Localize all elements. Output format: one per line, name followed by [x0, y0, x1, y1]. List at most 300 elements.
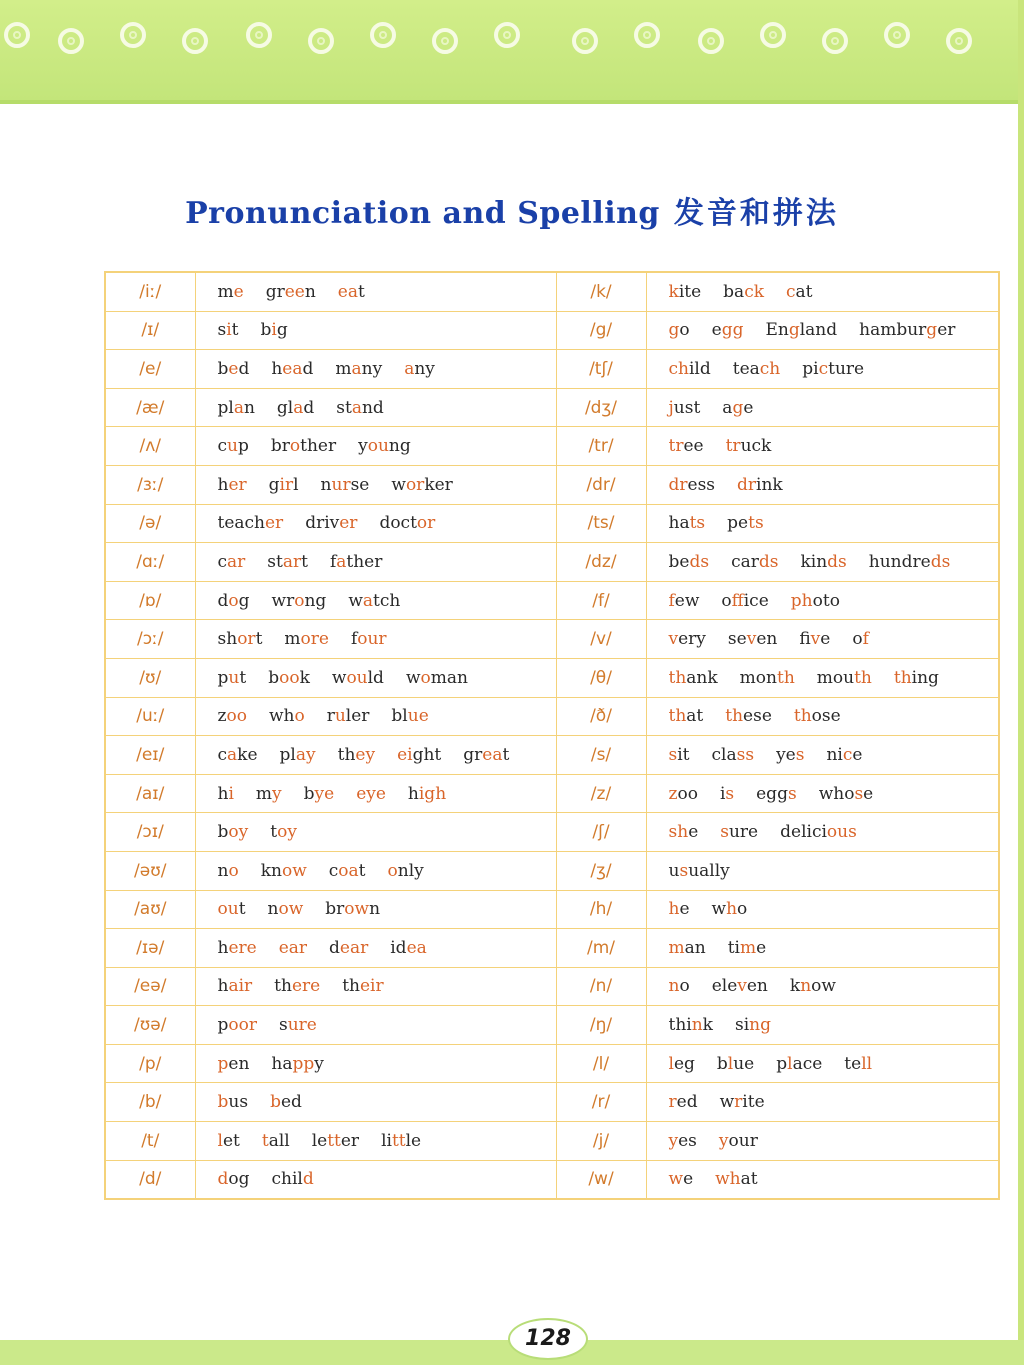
word-highlight: z: [668, 783, 678, 804]
word-part: car: [731, 551, 759, 572]
table-row: [105, 272, 999, 311]
word-part: b: [716, 1053, 728, 1074]
phoneme-symbol: /uː/: [105, 697, 195, 736]
example-word: [272, 1169, 314, 1189]
phoneme-symbol: /aʊ/: [105, 890, 195, 929]
ring-ornament: [760, 22, 786, 48]
word-part: sh: [217, 629, 238, 650]
word-highlight: s: [725, 783, 735, 804]
word-highlight: m: [740, 937, 757, 958]
example-words: [646, 427, 999, 466]
word-part: se: [350, 474, 370, 495]
word-part: ng: [388, 436, 411, 457]
example-word: [720, 784, 734, 804]
word-part: oo: [677, 783, 698, 804]
word-part: er: [340, 1130, 360, 1151]
word-highlight: ph: [790, 590, 813, 611]
word-highlight: e: [233, 281, 244, 302]
word-highlight: b: [217, 1092, 229, 1113]
example-word: [669, 513, 706, 533]
example-word: [335, 359, 382, 379]
word-highlight: th: [776, 667, 795, 688]
word-highlight: or: [237, 629, 256, 650]
word-highlight: or: [416, 513, 436, 534]
example-word: [268, 899, 304, 919]
word-part: ing: [911, 667, 939, 688]
phoneme-symbol: /aɪ/: [105, 774, 195, 813]
word-highlight: o: [228, 590, 239, 611]
example-word: [270, 1092, 302, 1112]
example-word: [327, 706, 370, 726]
pronunciation-table: [104, 271, 1000, 1200]
word-highlight: a: [233, 397, 244, 418]
example-words: [195, 929, 556, 968]
word-part: e: [743, 397, 754, 418]
ring-ornament: [120, 22, 146, 48]
word-part: w: [331, 667, 347, 688]
example-word: [799, 629, 830, 649]
word-highlight: ow: [278, 899, 304, 920]
word-part: p: [217, 667, 229, 688]
word-highlight: dr: [737, 474, 757, 495]
word-highlight: ea: [282, 358, 303, 379]
phoneme-symbol: /ʌ/: [105, 427, 195, 466]
word-part: gr: [265, 281, 285, 302]
example-word: [261, 861, 307, 881]
example-words: [195, 1122, 556, 1161]
example-word: [218, 552, 246, 572]
table-row: [105, 890, 999, 929]
example-words: [646, 658, 999, 697]
phoneme-symbol: /j/: [556, 1122, 646, 1161]
example-words: [646, 1160, 999, 1199]
word-part: our: [728, 1130, 758, 1151]
word-highlight: y: [272, 783, 282, 804]
word-highlight: d: [217, 1169, 229, 1190]
phoneme-symbol: /d/: [105, 1160, 195, 1199]
word-highlight: tt: [327, 1130, 341, 1151]
phoneme-symbol: /ɪ/: [105, 311, 195, 350]
example-word: [218, 436, 249, 456]
word-part: y: [358, 436, 368, 457]
table-row: [105, 427, 999, 466]
word-part: i: [719, 783, 726, 804]
word-part: hundre: [868, 551, 931, 572]
word-part: ha: [271, 1053, 293, 1074]
word-part: eg: [673, 1053, 695, 1074]
example-word: [669, 706, 704, 726]
ring-ornament: [370, 22, 396, 48]
example-word: [731, 552, 778, 572]
word-part: oto: [812, 590, 840, 611]
example-word: [669, 899, 690, 919]
example-word: [669, 591, 700, 611]
example-word: [715, 1169, 757, 1189]
word-highlight: y: [718, 1130, 729, 1151]
example-word: [218, 938, 257, 958]
word-part: g: [268, 474, 280, 495]
example-word: [271, 436, 336, 456]
word-highlight: c: [842, 744, 853, 765]
example-word: [381, 1131, 421, 1151]
table-row: [105, 658, 999, 697]
word-part: bl: [391, 706, 408, 727]
word-part: ld: [367, 667, 384, 688]
ring-pattern: [0, 22, 1024, 62]
table-row: [105, 1006, 999, 1045]
word-part: be: [668, 551, 690, 572]
word-part: h: [217, 474, 229, 495]
word-part: o: [737, 899, 748, 920]
word-part: e: [852, 744, 863, 765]
example-word: [261, 320, 288, 340]
word-highlight: r: [668, 1092, 677, 1113]
word-part: et: [222, 1130, 240, 1151]
example-word: [406, 668, 468, 688]
word-part: w: [348, 590, 363, 611]
example-words: [646, 813, 999, 852]
example-words: [646, 465, 999, 504]
word-highlight: sh: [668, 822, 689, 843]
example-word: [794, 706, 841, 726]
word-part: b: [217, 822, 229, 843]
example-words: [195, 272, 556, 311]
phoneme-symbol: /əʊ/: [105, 851, 195, 890]
example-word: [669, 822, 699, 842]
word-highlight: ch: [759, 358, 781, 379]
word-highlight: ue: [407, 706, 429, 727]
word-part: f: [329, 551, 337, 572]
word-highlight: i: [271, 320, 277, 341]
example-words: [646, 851, 999, 890]
example-word: [844, 1054, 872, 1074]
ring-ornament: [246, 22, 272, 48]
example-word: [218, 591, 250, 611]
example-words: [195, 1160, 556, 1199]
word-highlight: er: [339, 513, 358, 534]
word-highlight: our: [357, 629, 387, 650]
word-part: thi: [668, 1015, 692, 1036]
example-word: [305, 513, 357, 533]
word-highlight: ay: [295, 744, 316, 765]
example-word: [262, 1131, 290, 1151]
example-word: [669, 1015, 713, 1035]
example-word: [819, 784, 874, 804]
word-part: k: [299, 667, 310, 688]
example-words: [646, 504, 999, 543]
word-part: chil: [271, 1169, 303, 1190]
example-words: [195, 890, 556, 929]
word-highlight: ar: [227, 551, 246, 572]
word-part: e: [820, 629, 831, 650]
example-word: [669, 398, 701, 418]
ring-ornament: [634, 22, 660, 48]
word-highlight: a: [362, 590, 374, 611]
example-word: [669, 1131, 697, 1151]
example-word: [765, 320, 837, 340]
example-word: [279, 1015, 317, 1035]
word-part: w: [391, 474, 406, 495]
word-highlight: v: [810, 629, 821, 650]
word-highlight: tr: [725, 436, 741, 457]
word-highlight: a: [351, 358, 362, 379]
example-word: [712, 976, 768, 996]
example-word: [218, 359, 250, 379]
phoneme-symbol: /k/: [556, 272, 646, 311]
example-word: [218, 976, 253, 996]
table-row: [105, 311, 999, 350]
word-part: kin: [800, 551, 828, 572]
word-highlight: gg: [721, 320, 744, 341]
word-highlight: n: [668, 976, 680, 997]
word-part: o: [679, 320, 690, 341]
word-part: mou: [816, 667, 855, 688]
word-highlight: f: [862, 629, 869, 650]
word-part: u: [668, 860, 680, 881]
example-words: [646, 350, 999, 389]
word-part: m: [284, 629, 301, 650]
phoneme-symbol: /z/: [556, 774, 646, 813]
word-part: le: [405, 1130, 422, 1151]
word-highlight: th: [893, 667, 912, 688]
word-highlight: c: [818, 358, 829, 379]
word-part: e: [688, 822, 699, 843]
example-word: [776, 1054, 822, 1074]
word-part: w: [711, 899, 727, 920]
example-word: [336, 398, 384, 418]
ring-ornament: [698, 28, 724, 54]
word-highlight: pp: [292, 1053, 315, 1074]
example-word: [669, 976, 690, 996]
phoneme-symbol: /s/: [556, 736, 646, 775]
word-part: e: [711, 320, 722, 341]
word-part: g: [276, 320, 288, 341]
word-part: t: [502, 744, 510, 765]
word-highlight: dr: [668, 474, 688, 495]
example-word: [329, 861, 366, 881]
example-word: [332, 668, 384, 688]
example-word: [218, 1054, 250, 1074]
word-part: cla: [711, 744, 737, 765]
word-highlight: s: [795, 744, 805, 765]
example-word: [712, 745, 755, 765]
word-highlight: c: [786, 281, 796, 302]
example-words: [646, 1044, 999, 1083]
word-part: teach: [217, 513, 265, 534]
word-highlight: o: [289, 436, 301, 457]
word-part: ice: [743, 590, 769, 611]
example-word: [218, 784, 234, 804]
table-row: [105, 543, 999, 582]
word-part: ild: [688, 358, 711, 379]
example-words: [646, 774, 999, 813]
table-row: [105, 736, 999, 775]
word-part: c: [217, 436, 228, 457]
word-highlight: tt: [391, 1130, 406, 1151]
word-highlight: o: [420, 667, 431, 688]
word-part: wh: [268, 706, 295, 727]
example-word: [669, 320, 690, 340]
word-part: e: [756, 937, 767, 958]
example-word: [717, 1054, 754, 1074]
word-part: p: [776, 1053, 788, 1074]
ring-ornament: [946, 28, 972, 54]
word-part: g: [238, 590, 250, 611]
word-highlight: o: [387, 860, 398, 881]
word-highlight: ds: [689, 551, 710, 572]
word-highlight: ou: [346, 667, 368, 688]
example-word: [342, 976, 383, 996]
word-highlight: eir: [359, 976, 384, 997]
word-highlight: l: [787, 1053, 793, 1074]
example-words: [646, 1122, 999, 1161]
word-highlight: a: [227, 744, 238, 765]
phoneme-symbol: /ɑː/: [105, 543, 195, 582]
example-words: [646, 543, 999, 582]
example-word: [669, 475, 716, 495]
example-word: [269, 475, 299, 495]
word-highlight: ll: [861, 1053, 873, 1074]
example-word: [669, 745, 690, 765]
word-part: at: [795, 281, 813, 302]
phoneme-symbol: /dr/: [556, 465, 646, 504]
word-highlight: air: [228, 976, 253, 997]
word-part: at: [740, 1169, 758, 1190]
phoneme-symbol: /dʒ/: [556, 388, 646, 427]
word-part: h: [217, 937, 229, 958]
word-highlight: ea: [337, 281, 358, 302]
example-word: [723, 282, 764, 302]
word-highlight: th: [725, 706, 744, 727]
example-word: [669, 784, 698, 804]
word-highlight: ere: [291, 976, 321, 997]
word-highlight: ee: [284, 281, 305, 302]
word-part: b: [268, 667, 280, 688]
example-word: [726, 436, 772, 456]
example-word: [725, 706, 772, 726]
word-highlight: ea: [482, 744, 503, 765]
word-part: all: [268, 1130, 290, 1151]
word-highlight: v: [668, 629, 679, 650]
title-english: Pronunciation and Spelling: [185, 196, 660, 231]
phoneme-symbol: /ɔː/: [105, 620, 195, 659]
word-part: n: [320, 474, 332, 495]
phoneme-symbol: /ɒ/: [105, 581, 195, 620]
word-highlight: th: [668, 667, 687, 688]
word-highlight: y: [668, 1130, 679, 1151]
word-part: an: [684, 937, 706, 958]
word-highlight: i: [228, 783, 234, 804]
word-part: ni: [826, 744, 843, 765]
word-highlight: ds: [758, 551, 779, 572]
example-word: [312, 1131, 359, 1151]
word-highlight: ir: [279, 474, 294, 495]
phoneme-symbol: /e/: [105, 350, 195, 389]
word-part: h: [407, 783, 419, 804]
example-words: [646, 929, 999, 968]
phoneme-symbol: /h/: [556, 890, 646, 929]
word-highlight: igh: [418, 783, 447, 804]
example-words: [646, 311, 999, 350]
word-highlight: h: [668, 899, 680, 920]
phoneme-symbol: /n/: [556, 967, 646, 1006]
word-part: st: [336, 397, 352, 418]
example-word: [284, 629, 329, 649]
example-word: [348, 591, 400, 611]
example-words: [646, 1083, 999, 1122]
word-highlight: ck: [744, 281, 765, 302]
word-part: e: [863, 783, 874, 804]
example-words: [195, 350, 556, 389]
page-title: [0, 188, 1024, 232]
example-word: [859, 320, 955, 340]
word-part: w: [405, 667, 421, 688]
example-word: [727, 513, 764, 533]
phoneme-symbol: /æ/: [105, 388, 195, 427]
table-row: [105, 504, 999, 543]
example-words: [195, 774, 556, 813]
example-word: [218, 668, 247, 688]
word-highlight: d: [302, 1169, 314, 1190]
word-part: ed: [676, 1092, 698, 1113]
example-words: [646, 1006, 999, 1045]
example-word: [712, 320, 744, 340]
word-highlight: w: [668, 1169, 684, 1190]
word-part: us: [228, 1092, 249, 1113]
phoneme-symbol: /ʃ/: [556, 813, 646, 852]
example-word: [218, 861, 239, 881]
word-part: s: [279, 1015, 288, 1036]
phoneme-symbol: /ɜː/: [105, 465, 195, 504]
word-highlight: l: [727, 1053, 734, 1074]
word-part: c: [328, 860, 339, 881]
example-word: [270, 822, 297, 842]
top-decorative-band: [0, 0, 1024, 104]
word-part: e: [679, 899, 690, 920]
word-part: driv: [305, 513, 340, 534]
example-word: [669, 1054, 695, 1074]
word-part: ink: [756, 474, 783, 495]
word-part: ther: [346, 551, 383, 572]
example-word: [669, 861, 730, 881]
word-part: egg: [756, 783, 788, 804]
ring-ornament: [884, 22, 910, 48]
ring-ornament: [182, 28, 208, 54]
word-highlight: a: [351, 397, 362, 418]
example-word: [267, 552, 308, 572]
example-word: [218, 706, 247, 726]
example-word: [279, 938, 307, 958]
word-part: id: [390, 937, 407, 958]
word-part: h: [217, 783, 229, 804]
example-word: [269, 706, 305, 726]
phoneme-symbol: /w/: [556, 1160, 646, 1199]
word-part: ght: [412, 744, 442, 765]
word-part: b: [217, 358, 229, 379]
example-word: [669, 938, 706, 958]
example-word: [740, 668, 795, 688]
word-highlight: er: [265, 513, 284, 534]
example-word: [869, 552, 951, 572]
phoneme-symbol: /m/: [556, 929, 646, 968]
table-row: [105, 581, 999, 620]
word-highlight: v: [737, 976, 747, 997]
example-word: [669, 552, 710, 572]
example-words: [195, 1006, 556, 1045]
word-part: n: [267, 899, 279, 920]
example-word: [719, 1131, 758, 1151]
ring-ornament: [494, 22, 520, 48]
